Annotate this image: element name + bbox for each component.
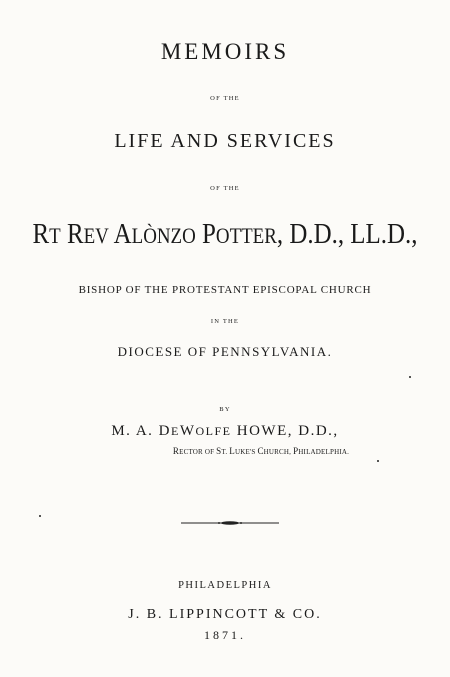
imprint-publisher: J. B. LIPPINCOTT & CO. [128,607,322,622]
author-name-part: E [171,424,180,438]
connector-by: BY [219,406,231,413]
book-subtitle: LIFE AND SERVICES [114,130,336,152]
connector-in-the: IN THE [210,318,240,325]
diocese: DIOCESE OF PENNSYLVANIA. [117,344,333,359]
subject-name-part: T [49,223,61,248]
author-role-part: HILADELPHIA. [298,448,350,456]
imprint-year: 1871. [204,628,246,642]
subject-position: BISHOP OF THE PROTESTANT EPISCOPAL CHURCH [78,284,372,296]
subject-name-part: P [195,218,216,250]
paper-speck [39,515,41,517]
subject-name [32,218,419,251]
subject-name-part: R [32,218,50,250]
author-role-part: P [293,446,299,456]
author-name-part: OLFE [195,424,232,438]
author-role [36,446,450,456]
author-name-part: HOWE, D.D., [231,423,339,439]
author-name-part: M. A. D [111,423,171,439]
paper-speck [377,460,379,462]
ornamental-divider [181,520,279,526]
author-role-part: C [257,446,264,456]
author-role-part: UKE'S [234,448,258,456]
author-role-part: HURCH, [263,448,294,456]
connector-of-the-2: OF THE [210,185,240,192]
connector-of-the-1: OF THE [210,95,240,102]
subject-name-part: EV [83,223,109,248]
subject-name-part: A [108,218,132,250]
author-role-part: ECTOR OF [179,448,217,456]
book-title: MEMOIRS [160,39,290,64]
author-role-part: T. [221,448,230,456]
author-role-part: R [172,446,180,456]
author-role-part: L [229,446,235,456]
subject-name-part: LÒNZO [131,223,196,248]
author-name-part: W [179,423,196,439]
subject-degrees: , D.D., LL.D., [276,218,418,250]
subject-name-part: R [60,218,84,250]
imprint-city: PHILADELPHIA [178,580,272,591]
paper-speck [409,376,411,378]
author-role-part: S [216,446,222,456]
author-name [0,423,450,440]
subject-name-part: OTTER [215,223,277,248]
